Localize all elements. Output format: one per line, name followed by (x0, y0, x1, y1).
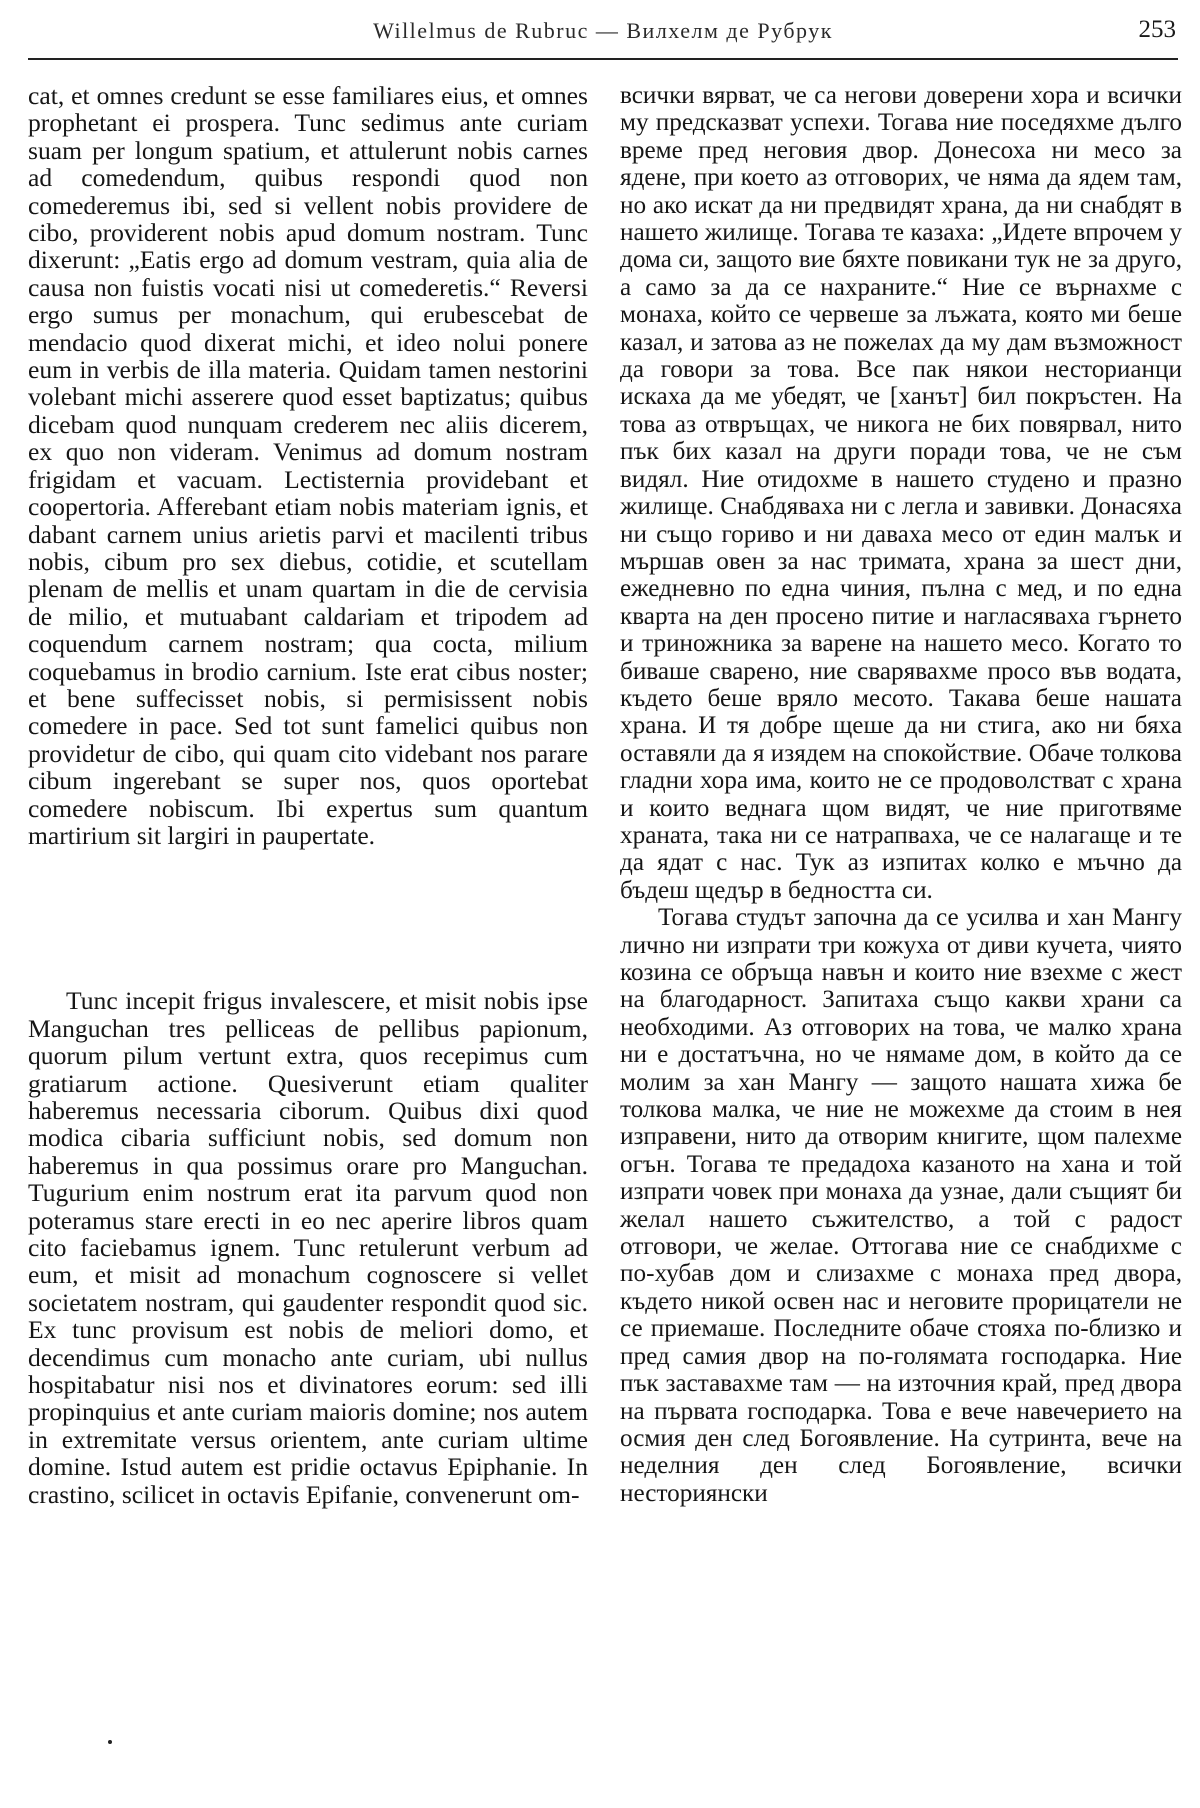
bulgarian-column (620, 82, 1182, 1507)
latin-paragraph-1: cat, et omnes credunt se esse familiares eius, et omnes prophetant ei prospera. Tunc sedimus ante curiam suam per longum spatium, et attulerunt nobis carnes ad comedendum, quibus respondi quod non comederemus ibi, sed si vellent nobis providere de cibo, providerent nobis apud domum nostram. Tunc dixerunt: „Eatis ergo ad domum vestram, quia alia de causa non fuistis vocati nisi ut comederetis.“ Reversi ergo sumus per monachum, qui erubescebat de mendacio quod dixerat michi, et ideo nolui ponere eum in verbis de illa materia. Quidam tamen nestorini volebant michi asserere quod esset baptizatus; quibus dicebam quod nunquam crederem nec aliis dicerem, ex quo non videram. Venimus ad domum nostram frigidam et vacuam. Lectisternia providebant et coopertoria. Afferebant etiam nobis materiam ignis, et dabant carnem unius arietis parvi et macilenti tribus nobis, cibum pro sex diebus, cotidie, et scutellam plenam de mellis et unam quartam in die de cervisia de milio, et mutuabant caldariam et tripodem ad coquendum carnem nostram; qua cocta, milium coquebamus in brodio carnium. Iste erat cibus noster; et bene suffecisset nobis, si permisissent nobis comedere in pace. Sed tot sunt famelici quibus non providetur de cibo, qui quam cito videbant nos parare cibum ingerebant se super nos, quos oportebat comedere nobiscum. Ibi expertus sum quantum martirium sit largiri in paupertate. (28, 81, 588, 850)
page-number: 253 (1138, 16, 1176, 43)
latin-paragraph-2: Tunc incepit frigus invalescere, et misit nobis ipse Manguchan tres pelliceas de pellibus papionum, quorum pilum vertunt extra, quos recepimus cum gratiarum actione. Quesiverunt etiam qualiter haberemus necessaria ciborum. Quibus dixi quod modica cibaria sufficiunt nobis, sed domum non haberemus in qua possimus orare pro Manguchan. Tugurium enim nostrum erat ita parvum quod non poteramus stare erecti in eo nec aperire libros quam cito faciebamus ignem. Tunc retulerunt verbum ad eum, et misit ad monachum cognoscere si vellet societatem nostram, qui gaudenter respondit quod sic. Ex tunc provisum est nobis de meliori domo, et decendimus cum monacho ante curiam, ubi nullus hospitabatur nisi nos et divinatores eorum: sed illi propinquius et ante curiam maioris domine; nos autem in extremitate versus orientem, ante curiam ultime domine. Istud autem est pridie octavus Epiphanie. In crastino, scilicet in octavis Epifanie, convenerunt om- (28, 986, 588, 1509)
bulgarian-paragraph-1: всички вярват, че са негови доверени хора и всички му предсказват успехи. Тогава ние поседяхме дълго време пред неговия двор. Донесоха ни месо за ядене, при което аз отговорих, че няма да ядем там, но ако искат да ни предвидят храна, да ни снабдят в нашето жилище. Тогава те казаха: „Идете впрочем у дома си, защото вие бяхте повикани тук не за друго, а само за да се нахраните.“ Ние се върнахме с монаха, който се червеше за лъжата, която ми беше казал, и затова аз не пожелах да му дам възможност да говори за това. Все пак някои несторианци искаха да ме убедят, че [ханът] бил покръстен. На това аз отвръщах, че никога не бих повярвал, нито пък бих казал на други поради това, че не съм видял. Ние отидохме в нашето студено и празно жилище. Снабдяваха ни с легла и завивки. Донасяха ни също гориво и ни даваха месо от един малък и мършав овен за нас тримата, храна за шест дни, ежедневно по една чиния, пълна с мед, и по една кварта на ден просено питие и нагласяваха гърнето и триножника за варене на нашето месо. Когато то биваше сварено, ние сварявахме просо във водата, където беше вряло месото. Такава беше нашата храна. И тя добре щеше да ни стига, ако ни бяха оставяли да я изядем на спокойствие. Обаче толкова гладни хора има, които не се продоволстват с храна и които веднага щом видят, че ние приготвяме храната, така ни се натрапваха, че се налагаще и те да ядат с нас. Тук аз изпитах колко е мъчно да бъдеш щедър в бедността си. (620, 82, 1182, 904)
print-speck (108, 1740, 112, 1744)
running-head: Willelmus de Rubruc — Вилхелм де Рубрук (373, 18, 833, 43)
page-header (28, 12, 1178, 60)
latin-column (28, 82, 588, 1508)
bulgarian-paragraph-2: Тогава студът започна да се усилва и хан Мангу лично ни изпрати три кожуха от диви кучета, чиято козина се обръща навън и които ние взехме с жест на благодарност. Запитаха също какви храни са необходими. Аз отговорих на това, че малко храна ни е достатъчна, но че нямаме дом, в който да се молим за хан Мангу — защото нашата хижа бе толкова малка, че ние не можехме да стоим в нея изправени, нито да отворим книгите, щом палехме огън. Тогава те предадоха казаното на хана и той изпрати човек при монаха да узнае, дали същият би желал нашето съжителство, а той с радост отговори, че желае. Оттогава ние се снабдихме с по-хубав дом и слизахме с монаха пред двора, където никой освен нас и неговите прорицатели не се приемаше. Последните обаче стояха по-близко и пред самия двор на по-голямата господарка. Ние пък заставахме там — на източния край, пред двора на първата господарка. Това е вече навечерието на осмия ден след Богоявление. На сутринта, вече на неделния ден след Богоявление, всички несториянски (620, 904, 1182, 1507)
